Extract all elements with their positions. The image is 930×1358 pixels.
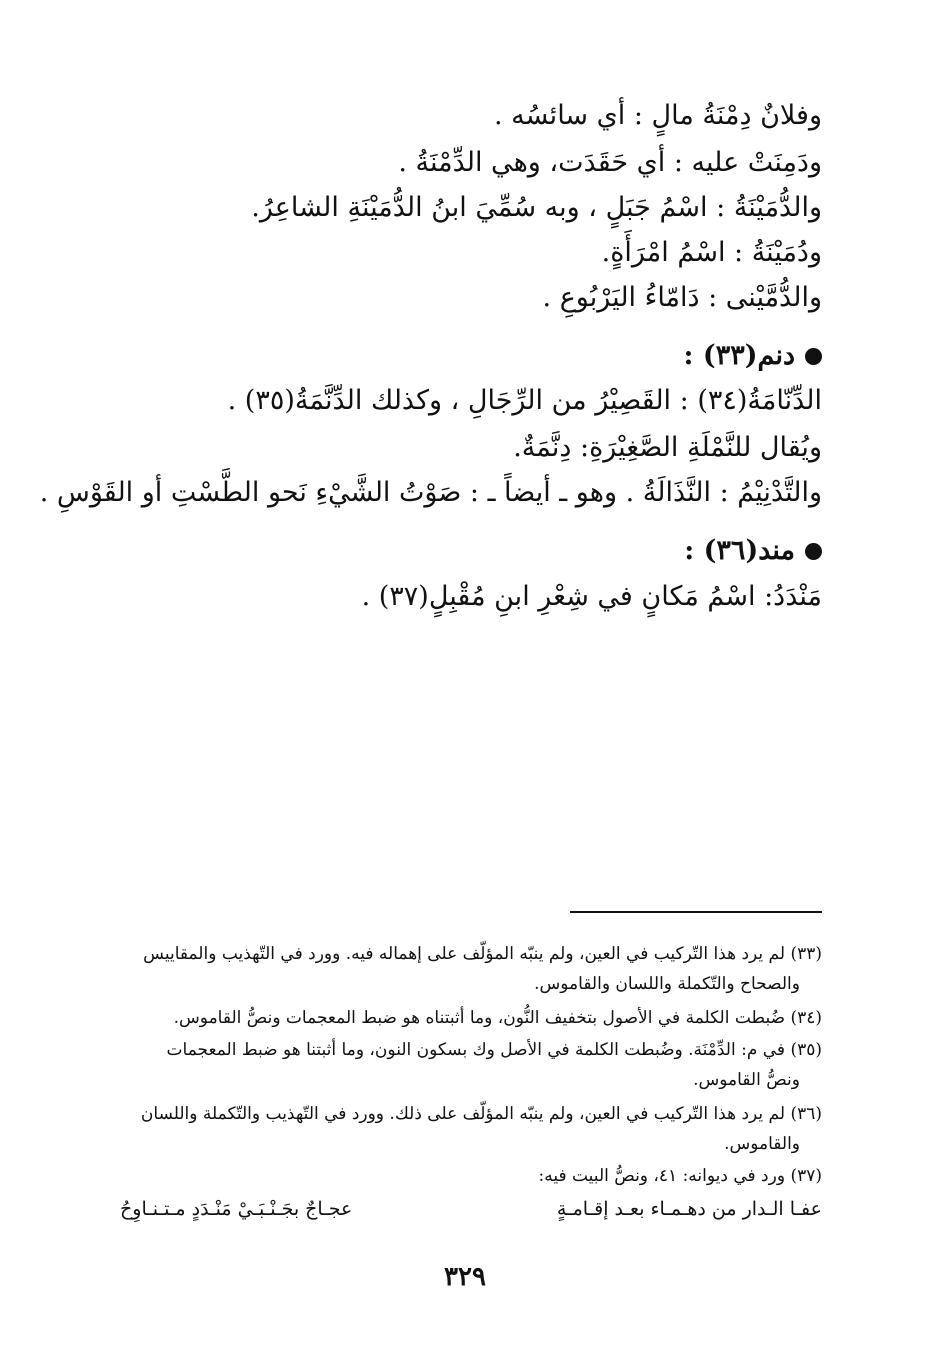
entry-line: والدُّمَيْنَةُ : اسْمُ جَبَلٍ ، وبه سُمِّيَ ابنُ الدُّمَيْنَةِ الشاعِرُ. xyxy=(251,192,822,223)
footnote-line: (٣٧) ورد في ديوانه: ٤١، ونصُّ البيت فيه: xyxy=(538,1166,822,1186)
footnote-line: (٣٣) لم يرد هذا التّركيب في العين، ولم ينبّه المؤلّف على إهماله فيه. وورد في التّهذيب والمقاييس xyxy=(143,944,822,964)
entry-line: ودَمِنَتْ عليه : أي حَقَدَت، وهي الدِّمْنَةُ . xyxy=(398,147,822,178)
entry-line: مَنْدَدُ: اسْمُ مَكانٍ في شِعْرِ ابنِ مُقْبِلٍ(٣٧) . xyxy=(361,581,822,612)
entry-line: الدِّنّامَةُ(٣٤) : القَصِيْرُ من الرِّجَالِ ، وكذلك الدِّنَّمَةُ(٣٥) . xyxy=(227,385,822,416)
entry-line: والتَّدْنِيْمُ : النَّذَالَةُ . وهو ـ أيضاً ـ : صَوْتُ الشَّيْءِ نَحو الطَّسْتِ أو القَوْسِ . xyxy=(39,477,822,508)
entry-line: والدُّمَّيْنى : دَامّاءُ اليَرْبُوعِ . xyxy=(542,282,822,313)
entry-heading-dnm xyxy=(60,336,822,376)
bullet-icon xyxy=(805,348,822,365)
entry-heading-mnd xyxy=(60,531,822,571)
bullet-icon xyxy=(805,543,822,560)
verse-first-hemistich: عفـا الـدار من دهـمـاء بعـد إقـامـةٍ xyxy=(556,1198,822,1220)
entry-heading-text: مند(٣٦) : xyxy=(684,535,795,566)
verse-line xyxy=(120,1194,822,1224)
entry-heading-text: دنم(٣٣) : xyxy=(683,340,795,371)
entry-line: ودُمَيْنَةُ : اسْمُ امْرَأَةٍ. xyxy=(601,237,822,268)
entry-line: وفلانٌ دِمْنَةُ مالٍ : أي سائسُه . xyxy=(493,100,822,131)
footnote-divider xyxy=(570,911,822,913)
footnote-line: (٣٤) ضُبطت الكلمة في الأصول بتخفيف النُّون، وما أثبتناه هو ضبط المعجمات ونصُّ القاموس. xyxy=(173,1008,822,1028)
footnote-line: (٣٦) لم يرد هذا التّركيب في العين، ولم ينبّه المؤلّف على ذلك. وورد في التّهذيب والتّكملة واللسان xyxy=(140,1104,822,1124)
footnote-line: ونصُّ القاموس. xyxy=(693,1070,800,1090)
verse-second-hemistich: عجـاجٌ بجَـنْـبَـيْ مَنْـدَدٍ مـتـنـاوِحُ xyxy=(120,1198,353,1220)
footnote-line: (٣٥) في م: الدِّمْنَة. وضُبطت الكلمة في الأصل وك بسكون النون، وما أثبتنا هو ضبط المعجمات xyxy=(166,1040,822,1060)
footnote-line: والقاموس. xyxy=(724,1134,800,1154)
entry-line: ويُقال للنَّمْلَةِ الصَّغِيْرَةِ: دِنَّمَةٌ. xyxy=(513,432,822,463)
footnote-line: والصحاح والتّكملة واللسان والقاموس. xyxy=(534,974,800,994)
page-number: ٣٢٩ xyxy=(444,1262,486,1292)
